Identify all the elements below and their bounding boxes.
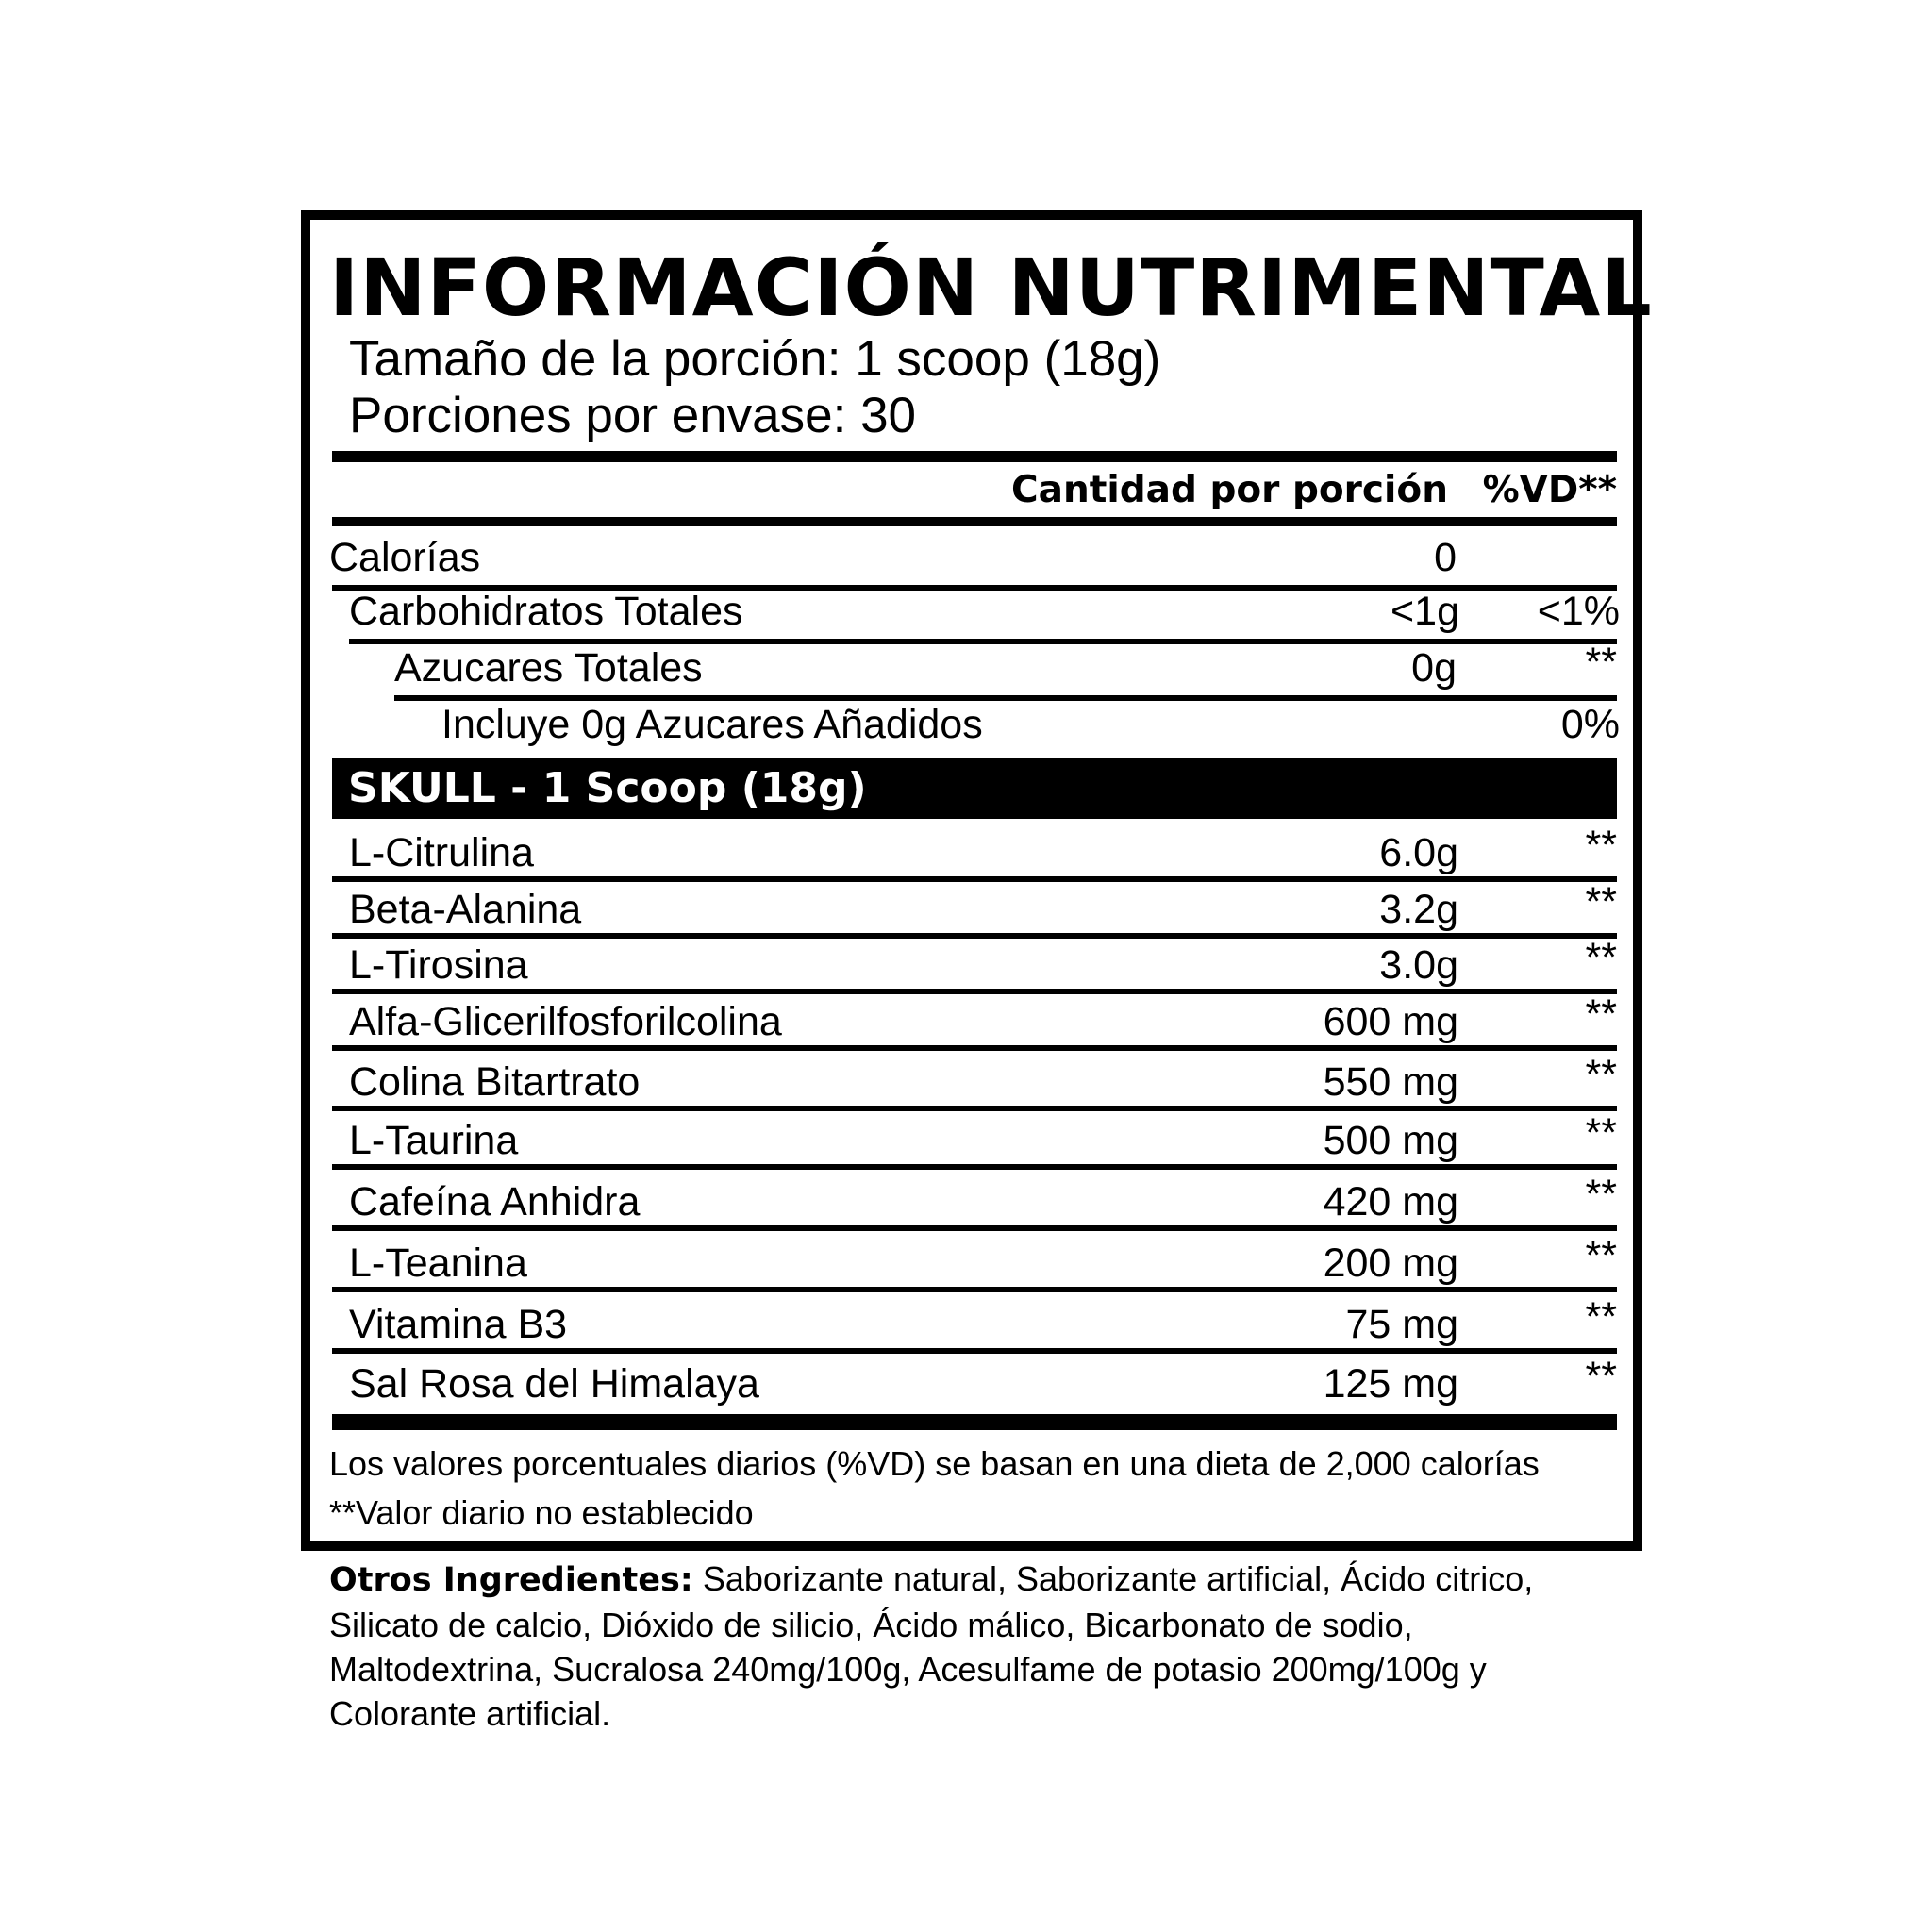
nutrient-row-calories xyxy=(329,530,1617,585)
ingredient-name: Vitamina B3 xyxy=(349,1302,568,1347)
ingredient-amount: 600 mg xyxy=(1323,999,1458,1044)
ingredient-dv: ** xyxy=(1585,1233,1617,1278)
ingredient-dv: ** xyxy=(1585,879,1617,924)
ingredient-dv: ** xyxy=(1585,1110,1617,1156)
ingredient-dv: ** xyxy=(1585,935,1617,980)
nutrient-row-sugars xyxy=(394,641,1617,695)
ingredient-dv: ** xyxy=(1585,1172,1617,1217)
row-divider xyxy=(332,1164,1617,1170)
ingredient-amount: 3.0g xyxy=(1379,942,1458,988)
header-amount: Cantidad por porción xyxy=(1011,469,1448,511)
blend-header xyxy=(332,758,1617,819)
nutrient-dv: <1% xyxy=(1537,589,1620,634)
header-dv: %VD** xyxy=(1482,469,1617,511)
thick-divider xyxy=(332,1414,1617,1430)
row-divider xyxy=(332,1225,1617,1231)
ingredient-row xyxy=(332,1354,1617,1411)
ingredient-row xyxy=(332,1110,1617,1168)
ingredient-amount: 75 mg xyxy=(1345,1302,1458,1347)
nutrient-name: Incluye 0g Azucares Añadidos xyxy=(441,702,983,747)
ingredient-row xyxy=(332,825,1617,880)
nutrient-name: Azucares Totales xyxy=(394,645,703,691)
nutrient-amount: <1g xyxy=(1391,589,1459,634)
serving-size: Tamaño de la porción: 1 scoop (18g) xyxy=(349,331,1161,387)
ingredient-dv: ** xyxy=(1585,1052,1617,1097)
nutrient-dv: 0% xyxy=(1560,702,1620,747)
row-divider xyxy=(332,1348,1617,1354)
ingredient-dv: ** xyxy=(1585,991,1617,1037)
other-ingredients-text: Saborizante natural, Saborizante artificial, Ácido citrico, Silicato de calcio, Dióxido de silicio, Ácido málico, Bicarbonato de sodio, Maltodextrina, Sucralosa 240mg/100g, Acesulfame de potasio 200mg/100g y Colorante artificial. xyxy=(329,1559,1534,1733)
ingredient-dv: ** xyxy=(1585,823,1617,868)
ingredient-amount: 200 mg xyxy=(1323,1241,1458,1286)
ingredient-dv: ** xyxy=(1585,1294,1617,1340)
ingredient-row xyxy=(332,991,1617,1049)
blend-title: SKULL - 1 Scoop (18g) xyxy=(348,764,867,812)
ingredient-row xyxy=(332,1233,1617,1291)
label-title: INFORMACIÓN NUTRIMENTAL xyxy=(329,242,1653,334)
nutrient-name: Carbohidratos Totales xyxy=(349,589,743,634)
ingredient-dv: ** xyxy=(1585,1354,1617,1399)
ingredient-name: Colina Bitartrato xyxy=(349,1059,641,1105)
thick-divider xyxy=(332,517,1617,526)
ingredient-row xyxy=(332,935,1617,992)
ingredient-name: L-Tirosina xyxy=(349,942,528,988)
ingredient-name: L-Taurina xyxy=(349,1118,519,1163)
other-ingredients-heading: Otros Ingredientes: xyxy=(329,1561,693,1599)
ingredient-name: Alfa-Glicerilfosforilcolina xyxy=(349,999,782,1044)
nutrient-row-added-sugars xyxy=(441,697,1620,752)
nutrient-amount: 0 xyxy=(1434,535,1457,580)
ingredient-row xyxy=(332,879,1617,937)
ingredient-row xyxy=(332,1174,1617,1229)
servings-per-container: Porciones por envase: 30 xyxy=(349,388,917,443)
ingredient-name: Sal Rosa del Himalaya xyxy=(349,1361,759,1407)
ingredient-row xyxy=(332,1294,1617,1352)
ingredient-amount: 420 mg xyxy=(1323,1179,1458,1224)
ingredient-name: L-Teanina xyxy=(349,1241,527,1286)
footnote-dv-basis: Los valores porcentuales diarios (%VD) se basan en una dieta de 2,000 calorías xyxy=(329,1444,1540,1483)
footnote-dv-not-established: **Valor diario no establecido xyxy=(329,1493,754,1532)
ingredient-amount: 3.2g xyxy=(1379,887,1458,932)
nutrient-dv: ** xyxy=(1585,640,1617,685)
thick-divider xyxy=(332,451,1617,462)
row-divider xyxy=(332,1106,1617,1111)
nutrient-row-carbs xyxy=(349,584,1620,639)
ingredient-name: Beta-Alanina xyxy=(349,887,582,932)
row-divider xyxy=(332,1287,1617,1292)
ingredient-amount: 125 mg xyxy=(1323,1361,1458,1407)
other-ingredients xyxy=(329,1557,1584,1736)
nutrient-name: Calorías xyxy=(329,535,481,580)
row-divider xyxy=(332,1045,1617,1051)
ingredient-amount: 6.0g xyxy=(1379,830,1458,875)
ingredient-name: Cafeína Anhidra xyxy=(349,1179,641,1224)
ingredient-name: L-Citrulina xyxy=(349,830,534,875)
ingredient-row xyxy=(332,1052,1617,1109)
ingredient-amount: 550 mg xyxy=(1323,1059,1458,1105)
nutrient-amount: 0g xyxy=(1411,645,1457,691)
ingredient-amount: 500 mg xyxy=(1323,1118,1458,1163)
